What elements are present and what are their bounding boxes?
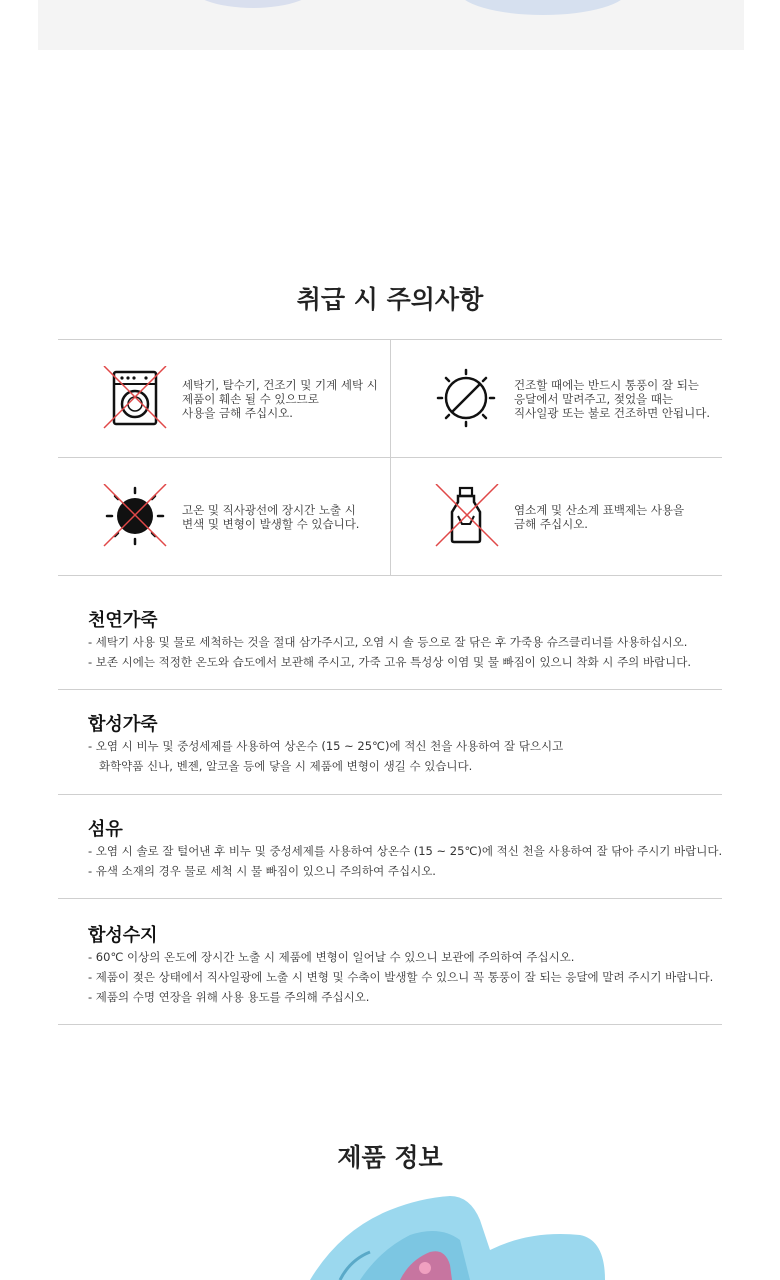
product-image-top bbox=[38, 0, 744, 50]
material-fiber bbox=[58, 795, 722, 899]
note-line: - 보존 시에는 적정한 온도와 습도에서 보관해 주시고, 가죽 고유 특성상 이염 및 물 빠짐이 있으니 착화 시 주의 바랍니다. bbox=[88, 655, 692, 669]
note-line: - 제품의 수명 연장을 위해 사용 용도를 주의해 주십시오. bbox=[88, 990, 370, 1004]
note-line: - 유색 소재의 경우 물로 세척 시 물 빠짐이 있으니 주의하여 주십시오. bbox=[88, 864, 436, 878]
shade-dry-icon bbox=[434, 366, 500, 430]
care-text-sunlight: 고온 및 직사광선에 장시간 노출 시 변색 및 변형이 발생할 수 있습니다. bbox=[182, 502, 360, 531]
material-title: 천연가죽 bbox=[88, 610, 158, 631]
note-line: - 오염 시 솔로 잘 털어낸 후 비누 및 중성세제를 사용하여 상온수 (15 ~ 25℃)에 적신 천을 사용하여 잘 닦아 주시기 바랍니다. bbox=[88, 844, 723, 858]
care-cell-sunlight bbox=[58, 458, 390, 575]
care-text-drying: 건조할 때에는 반드시 통풍이 잘 되는 응달에서 말려주고, 젖었을 때는 직사일광 또는 불로 건조하면 안됩니다. bbox=[514, 377, 711, 420]
no-washing-machine-icon bbox=[102, 366, 168, 430]
material-notes bbox=[88, 841, 722, 881]
note-line: - 오염 시 비누 및 중성세제를 사용하여 상온수 (15 ~ 25℃)에 적신 천을 사용하여 잘 닦으시고 bbox=[88, 739, 564, 753]
material-title: 섬유 bbox=[88, 819, 123, 840]
material-title: 합성수지 bbox=[88, 925, 158, 946]
material-notes bbox=[88, 632, 691, 672]
care-text-bleach: 염소계 및 산소계 표백제는 사용을 금해 주십시오. bbox=[514, 502, 685, 531]
material-synthetic-resin bbox=[58, 899, 722, 1025]
material-natural-leather bbox=[58, 575, 722, 690]
no-bleach-icon bbox=[434, 484, 500, 548]
note-line: - 세탁기 사용 및 물로 세척하는 것을 절대 삼가주시고, 오염 시 솔 등으로 잘 닦은 후 가죽용 슈즈클리너를 사용하십시오. bbox=[88, 635, 688, 649]
material-synthetic-leather bbox=[58, 690, 722, 795]
care-text-washing: 세탁기, 탈수기, 건조기 및 기계 세탁 시 제품이 훼손 될 수 있으므로 사용을 금해 주십시오. bbox=[182, 377, 378, 420]
product-info-title: 제품 정보 bbox=[337, 1143, 443, 1172]
care-cell-washing bbox=[58, 340, 390, 457]
note-line: - 60℃ 이상의 온도에 장시간 노출 시 제품에 변형이 일어날 수 있으니 보관에 주의하여 주십시오. bbox=[88, 950, 575, 964]
material-notes bbox=[88, 736, 563, 776]
care-cell-bleach bbox=[390, 458, 722, 575]
caution-title: 취급 시 주의사항 bbox=[296, 285, 484, 314]
material-title: 합성가죽 bbox=[88, 714, 158, 735]
care-icons-grid bbox=[58, 339, 722, 576]
care-cell-drying bbox=[390, 340, 722, 457]
product-shoe-image bbox=[300, 1190, 620, 1280]
note-line: - 제품이 젖은 상태에서 직사일광에 노출 시 변형 및 수축이 발생할 수 있으니 꼭 통풍이 잘 되는 응달에 말려 주시기 바랍니다. bbox=[88, 970, 714, 984]
note-line: 화학약품 신나, 벤젠, 알코올 등에 닿을 시 제품에 변형이 생길 수 있습니다. bbox=[88, 759, 473, 773]
material-notes bbox=[88, 947, 713, 1007]
no-direct-sunlight-icon bbox=[102, 484, 168, 548]
